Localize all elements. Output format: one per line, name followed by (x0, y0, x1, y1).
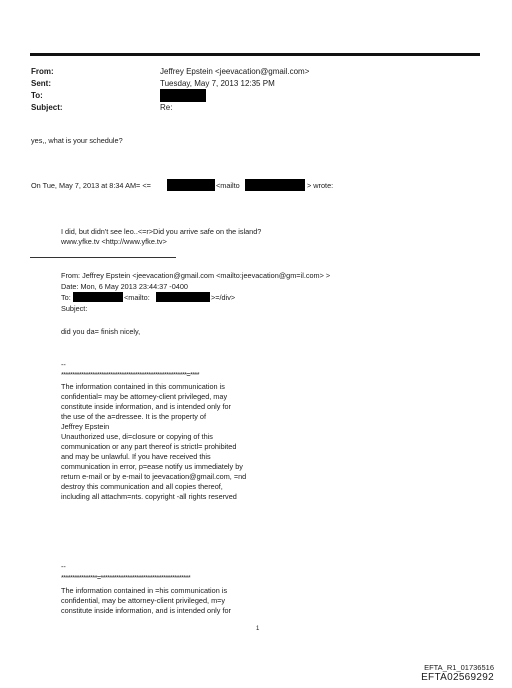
sent-label: Sent: (31, 79, 51, 88)
disclaimer2-block (61, 586, 231, 616)
disclaimer-line: The information contained in this communication is (61, 382, 225, 391)
disclaimer-line: return e-mail or by e-mail to jeevacation@gmail.com, =nd (61, 472, 247, 481)
quote-intro-end: > wrote: (307, 181, 334, 190)
separator-line (30, 257, 176, 258)
quote-intro-mailto: <mailto (216, 181, 240, 190)
disclaimer1-dashes: -- (61, 360, 66, 369)
forwarded-subject: Subject: (61, 304, 88, 313)
disclaimer-line: communication in error, p=ease notify us immediately by (61, 462, 243, 471)
forwarded-date: Date: Mon, 6 May 2013 23:44:37 -0400 (61, 282, 188, 291)
forwarded-redaction-2 (156, 292, 210, 302)
quote-redaction-1 (167, 179, 215, 191)
quote-redaction-2 (245, 179, 305, 191)
disclaimer-line: constitute inside information, and is intended only for (61, 402, 231, 411)
disclaimer1-block (61, 382, 246, 502)
from-value: Jeffrey Epstein <jeevacation@gmail.com> (160, 67, 310, 76)
forwarded-from: From: Jeffrey Epstein <jeevacation@gmail.com <mailto:jeevacation@gm=il.com> > (61, 271, 331, 280)
disclaimer-line: destroy this communication and all copies thereof, (61, 482, 223, 491)
disclaimer-line: including all attachm=nts. copyright -all rights reserved (61, 492, 237, 501)
subject-value: Re: (160, 103, 173, 112)
disclaimer-line: Unauthorized use, di=closure or copying of this (61, 432, 213, 441)
quoted-line-2: www.yfke.tv <http://www.yfke.tv> (61, 237, 167, 246)
header-rule (30, 53, 480, 56)
forwarded-to-mailto: <mailto: (124, 293, 150, 302)
sent-value: Tuesday, May 7, 2013 12:35 PM (160, 79, 275, 88)
quote-intro-start: On Tue, May 7, 2013 at 8:34 AM= <= (31, 181, 151, 190)
disclaimer-line: The information contained in =his communication is (61, 586, 228, 595)
disclaimer-line: Jeffrey Epstein (61, 422, 110, 431)
disclaimer-line: confidential= may be attorney-client privileged, may (61, 392, 228, 401)
reply-text: yes,, what is your schedule? (31, 136, 123, 145)
forwarded-to-label: To: (61, 293, 71, 302)
disclaimer-line: and may be unlawful. If you have received this (61, 452, 211, 461)
disclaimer-line: confidential, may be attorney-client privileged, m=y (61, 596, 226, 605)
disclaimer-line: constitute inside information, and is intended only for (61, 606, 231, 615)
disclaimer2-stars: ****************=**************************************** (61, 573, 191, 582)
to-redaction (160, 89, 206, 102)
subject-label: Subject: (31, 103, 63, 112)
forwarded-redaction-1 (73, 292, 123, 302)
quoted-line-1: I did, but didn't see leo..<=r>Did you arrive safe on the island? (61, 227, 262, 236)
footer-ref-1: EFTA_R1_01736516 (424, 663, 494, 672)
page-number: 1 (256, 626, 260, 632)
disclaimer1-stars: ********************************************************=**** (61, 370, 200, 379)
to-label: To: (31, 91, 43, 100)
disclaimer-line: the use of the a=dressee. It is the property of (61, 412, 207, 421)
forwarded-message: did you da= finish nicely, (61, 327, 141, 336)
disclaimer-line: communication or any part thereof is strictl= prohibited (61, 442, 237, 451)
from-label: From: (31, 67, 54, 76)
forwarded-to-end: >=/div> (211, 293, 236, 302)
disclaimer2-dashes: -- (61, 562, 66, 571)
footer-ref-2: EFTA02569292 (421, 672, 494, 683)
